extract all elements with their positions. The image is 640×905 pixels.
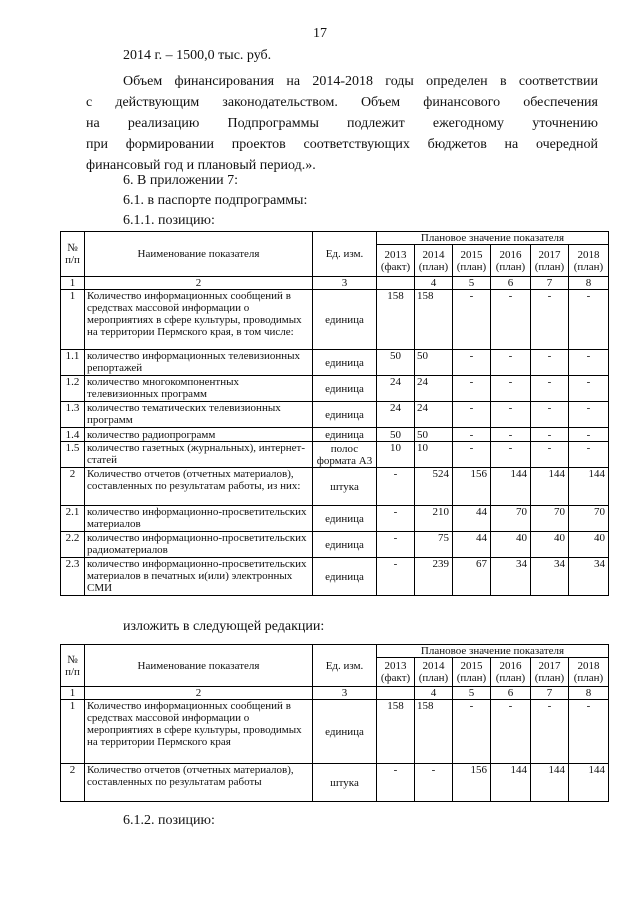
table-row <box>61 468 609 506</box>
row-value: - <box>569 700 609 764</box>
row-num: 1.4 <box>61 428 85 442</box>
header-year <box>377 658 415 687</box>
header-year <box>569 658 609 687</box>
row-value: - <box>491 402 531 428</box>
row-value: 24 <box>415 402 453 428</box>
row-value: 70 <box>531 506 569 532</box>
row-value: - <box>531 442 569 468</box>
row-value: - <box>453 442 491 468</box>
row-value: 158 <box>415 290 453 350</box>
row-value: 524 <box>415 468 453 506</box>
row-value: 40 <box>531 532 569 558</box>
row-value: - <box>453 290 491 350</box>
header-year <box>491 245 531 277</box>
year-kind: (план) <box>534 260 565 273</box>
row-value: 75 <box>415 532 453 558</box>
header-year <box>531 658 569 687</box>
row-value: 158 <box>415 700 453 764</box>
table-row <box>61 402 609 428</box>
col-number: 6 <box>491 277 531 290</box>
col-number: 3 <box>313 687 377 700</box>
row-value: 34 <box>569 558 609 596</box>
row-unit: штука <box>313 764 377 802</box>
header-unit: Ед. изм. <box>313 232 377 277</box>
table-row <box>61 350 609 376</box>
row-num: 2.3 <box>61 558 85 596</box>
row-unit: единица <box>313 532 377 558</box>
col-number: 8 <box>569 277 609 290</box>
row-value: - <box>377 532 415 558</box>
col-number: 7 <box>531 687 569 700</box>
year: 2015 <box>460 248 483 261</box>
row-value: - <box>491 442 531 468</box>
row-name: Количество информационных сообщений в средствах массовой информации о мероприятиях в сфере культуры, проводимых на территории Пермского края, в том числе: <box>85 290 313 350</box>
row-value: 40 <box>491 532 531 558</box>
year: 2015 <box>460 660 483 672</box>
row-value: 144 <box>531 764 569 802</box>
row-value: 24 <box>377 376 415 402</box>
table-row <box>61 442 609 468</box>
row-value: - <box>531 700 569 764</box>
row-value: - <box>377 558 415 596</box>
col-number-empty <box>377 277 415 290</box>
year: 2014 <box>422 660 445 672</box>
row-value: - <box>531 402 569 428</box>
year: 2016 <box>499 248 522 261</box>
indicators-table-new <box>60 644 609 802</box>
year-kind: (план) <box>418 672 449 684</box>
row-value: 144 <box>491 468 531 506</box>
row-value: - <box>491 376 531 402</box>
header-year <box>415 658 453 687</box>
row-value: 44 <box>453 532 491 558</box>
header-plan-value: Плановое значение показателя <box>377 645 609 658</box>
col-number: 6 <box>491 687 531 700</box>
paragraph-line: Объем финансирования на 2014-2018 годы определен в соответствии <box>123 74 598 89</box>
row-value: - <box>569 376 609 402</box>
paragraph-line: финансовый год и плановый период.». <box>86 158 316 173</box>
header-name: Наименование показателя <box>85 232 313 277</box>
row-value: - <box>377 764 415 802</box>
col-number: 8 <box>569 687 609 700</box>
row-value: 50 <box>377 428 415 442</box>
row-num: 1.1 <box>61 350 85 376</box>
year: 2018 <box>577 660 600 672</box>
row-num: 1 <box>61 700 85 764</box>
row-num: 2 <box>61 764 85 802</box>
row-value: - <box>531 350 569 376</box>
indicators-table-current <box>60 231 609 596</box>
col-number: 2 <box>85 687 313 700</box>
year-kind: (факт) <box>380 260 411 273</box>
year: 2017 <box>538 248 561 261</box>
row-name: количество многокомпонентных телевизионных программ <box>85 376 313 402</box>
table-row <box>61 506 609 532</box>
year: 2017 <box>538 660 561 672</box>
row-unit: единица <box>313 350 377 376</box>
row-value: 40 <box>569 532 609 558</box>
row-value: 156 <box>453 764 491 802</box>
row-name: Количество информационных сообщений в средствах массовой информации о мероприятиях в сфере культуры, проводимых на территории Пермского края <box>85 700 313 764</box>
table-row <box>61 700 609 764</box>
row-unit: единица <box>313 700 377 764</box>
table-row <box>61 290 609 350</box>
header-year <box>531 245 569 277</box>
header-year <box>491 658 531 687</box>
row-unit: единица <box>313 506 377 532</box>
year: 2016 <box>499 660 522 672</box>
year-kind: (план) <box>456 260 487 273</box>
col-number: 3 <box>313 277 377 290</box>
row-value: - <box>453 350 491 376</box>
header-year <box>377 245 415 277</box>
col-number: 2 <box>85 277 313 290</box>
row-value: - <box>415 764 453 802</box>
header-num: № п/п <box>61 232 85 277</box>
row-value: - <box>569 402 609 428</box>
row-value: - <box>531 290 569 350</box>
row-value: 144 <box>491 764 531 802</box>
row-unit: единица <box>313 428 377 442</box>
row-value: 144 <box>569 468 609 506</box>
col-number: 4 <box>415 687 453 700</box>
row-num: 2.1 <box>61 506 85 532</box>
row-value: 70 <box>569 506 609 532</box>
paragraph-line: с действующим законодательством. Объем финансового обеспечения <box>86 95 598 110</box>
row-unit: штука <box>313 468 377 506</box>
year-kind: (план) <box>495 672 526 684</box>
year-kind: (факт) <box>380 672 411 684</box>
row-name: количество информационно-просветительских материалов в печатных и(или) электронных СМИ <box>85 558 313 596</box>
row-unit: единица <box>313 290 377 350</box>
row-value: - <box>569 428 609 442</box>
header-unit: Ед. изм. <box>313 645 377 687</box>
row-value: - <box>531 428 569 442</box>
row-value: 24 <box>377 402 415 428</box>
row-value: - <box>491 428 531 442</box>
year-kind: (план) <box>495 260 526 273</box>
row-name: количество информационных телевизионных репортажей <box>85 350 313 376</box>
table-row <box>61 376 609 402</box>
replace-text: изложить в следующей редакции: <box>123 619 325 634</box>
row-value: 24 <box>415 376 453 402</box>
paragraph-funding-2014: 2014 г. – 1500,0 тыс. руб. <box>123 48 272 63</box>
row-name: количество информационно-просветительских материалов <box>85 506 313 532</box>
row-value: 239 <box>415 558 453 596</box>
row-unit: единица <box>313 402 377 428</box>
col-number: 1 <box>61 277 85 290</box>
page-number: 17 <box>313 26 327 41</box>
row-name: количество газетных (журнальных), интернет-статей <box>85 442 313 468</box>
year: 2018 <box>577 248 600 261</box>
row-value: - <box>569 290 609 350</box>
row-value: - <box>491 290 531 350</box>
year-kind: (план) <box>456 672 487 684</box>
row-value: - <box>569 350 609 376</box>
table-row <box>61 428 609 442</box>
row-num: 2.2 <box>61 532 85 558</box>
row-name: Количество отчетов (отчетных материалов), составленных по результатам работы <box>85 764 313 802</box>
row-name: количество радиопрограмм <box>85 428 313 442</box>
table-row <box>61 764 609 802</box>
header-year <box>569 245 609 277</box>
row-unit: единица <box>313 558 377 596</box>
row-value: 144 <box>531 468 569 506</box>
col-number-empty <box>377 687 415 700</box>
paragraph-line: на реализацию Подпрограммы подлежит ежегодному уточнению <box>86 116 598 131</box>
heading-item-6-1-1: 6.1.1. позицию: <box>123 213 215 228</box>
row-value: - <box>453 700 491 764</box>
year-kind: (план) <box>573 672 604 684</box>
row-value: 158 <box>377 700 415 764</box>
col-number: 5 <box>453 277 491 290</box>
row-value: 34 <box>491 558 531 596</box>
paragraph-line: при формировании проектов соответствующих бюджетов на очередной <box>86 137 598 152</box>
year: 2013 <box>384 248 407 261</box>
row-num: 1.3 <box>61 402 85 428</box>
year: 2013 <box>384 660 407 672</box>
row-value: - <box>453 428 491 442</box>
table-row <box>61 558 609 596</box>
row-name: Количество отчетов (отчетных материалов), составленных по результатам работы, из них: <box>85 468 313 506</box>
row-value: 210 <box>415 506 453 532</box>
row-value: - <box>453 376 491 402</box>
row-unit: полос формата А3 <box>313 442 377 468</box>
row-num: 2 <box>61 468 85 506</box>
table-row <box>61 532 609 558</box>
row-num: 1 <box>61 290 85 350</box>
col-number: 5 <box>453 687 491 700</box>
row-value: - <box>569 442 609 468</box>
row-value: - <box>531 376 569 402</box>
header-plan-value: Плановое значение показателя <box>377 232 609 245</box>
year-kind: (план) <box>418 260 449 273</box>
row-value: 34 <box>531 558 569 596</box>
year-kind: (план) <box>573 260 604 273</box>
header-name: Наименование показателя <box>85 645 313 687</box>
row-value: 50 <box>377 350 415 376</box>
header-num: № п/п <box>61 645 85 687</box>
row-value: 156 <box>453 468 491 506</box>
heading-item-6-1-2: 6.1.2. позицию: <box>123 813 215 828</box>
row-value: 10 <box>377 442 415 468</box>
row-value: - <box>377 506 415 532</box>
header-year <box>453 245 491 277</box>
row-value: 50 <box>415 350 453 376</box>
row-unit: единица <box>313 376 377 402</box>
row-value: 158 <box>377 290 415 350</box>
header-year <box>415 245 453 277</box>
row-value: 144 <box>569 764 609 802</box>
row-num: 1.5 <box>61 442 85 468</box>
row-value: 50 <box>415 428 453 442</box>
row-value: - <box>453 402 491 428</box>
header-year <box>453 658 491 687</box>
row-value: 67 <box>453 558 491 596</box>
col-number: 7 <box>531 277 569 290</box>
row-value: 10 <box>415 442 453 468</box>
year: 2014 <box>422 248 445 261</box>
row-value: 44 <box>453 506 491 532</box>
row-value: - <box>491 700 531 764</box>
col-number: 1 <box>61 687 85 700</box>
col-number: 4 <box>415 277 453 290</box>
heading-item-6-1: 6.1. в паспорте подпрограммы: <box>123 193 308 208</box>
row-name: количество тематических телевизионных программ <box>85 402 313 428</box>
row-value: - <box>377 468 415 506</box>
row-value: - <box>491 350 531 376</box>
row-value: 70 <box>491 506 531 532</box>
row-num: 1.2 <box>61 376 85 402</box>
row-name: количество информационно-просветительских радиоматериалов <box>85 532 313 558</box>
heading-item-6: 6. В приложении 7: <box>123 173 239 188</box>
year-kind: (план) <box>534 672 565 684</box>
